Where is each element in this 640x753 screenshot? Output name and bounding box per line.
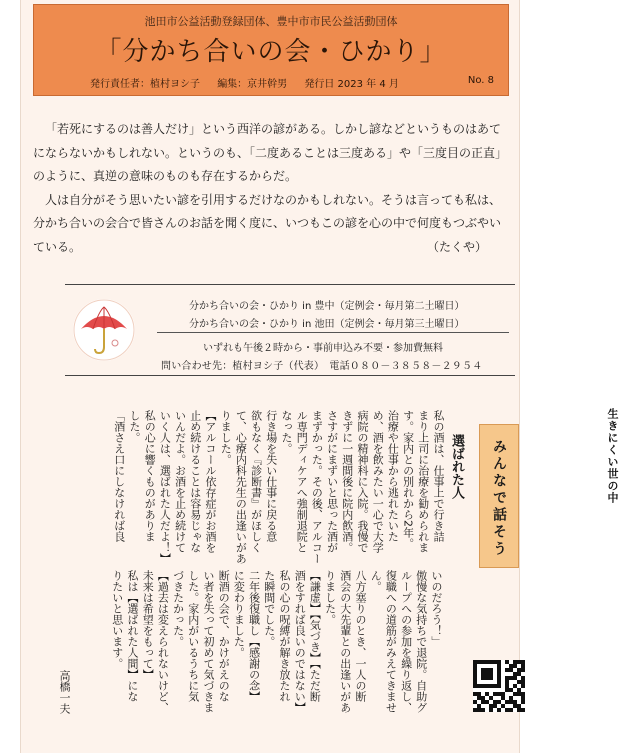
divider xyxy=(157,332,509,333)
qr-module xyxy=(509,700,513,704)
qr-module xyxy=(489,684,493,688)
editor: 編集：京井幹男 xyxy=(217,79,288,90)
qr-module xyxy=(493,692,497,696)
qr-module xyxy=(489,676,493,680)
qr-module xyxy=(481,668,485,672)
meeting-info xyxy=(65,284,515,376)
qr-module xyxy=(473,668,477,672)
qr-module xyxy=(489,668,493,672)
intro-paragraph-2: 人は自分がそう思いたい諺を引用するだけなのかもしれない。そうは言っても私は、分かち合いの会合で皆さんのお話を聞く度に、いつもこの諺を心の中で何度もつぶやいている。 xyxy=(33,192,502,254)
qr-module xyxy=(521,708,525,712)
qr-module xyxy=(501,704,505,708)
story-column: まり上司に治療を勧められま xyxy=(416,410,430,553)
qr-module xyxy=(501,692,505,696)
qr-module xyxy=(473,708,477,712)
qr-module xyxy=(473,692,477,696)
publication-meta xyxy=(90,75,413,90)
story-column: 私は【選ばれた人間】にな xyxy=(126,570,139,702)
qr-module xyxy=(485,700,489,704)
story-column: め、酒を飲みたい一心で大学 xyxy=(371,410,385,553)
meeting-ikeda: 分かち合いの会・ひかり in 池田（定例会・毎月第三土曜日） xyxy=(189,319,465,330)
section-heading-box xyxy=(479,424,519,568)
qr-module xyxy=(505,684,509,688)
sidebar-title: 生きにくい世の中 xyxy=(606,408,619,504)
qr-module xyxy=(473,664,477,668)
qr-module xyxy=(509,676,513,680)
qr-code-icon xyxy=(473,660,525,712)
story-column: 「酒さえ口にしなければ良 xyxy=(112,410,126,542)
qr-module xyxy=(497,680,501,684)
qr-module xyxy=(485,692,489,696)
story-column: に変わりました。 xyxy=(232,570,246,658)
masthead xyxy=(33,4,509,96)
story-column: 【過去は変えられないけど、 xyxy=(156,570,170,713)
editor-in-chief: 発行責任者：植村ヨシ子 xyxy=(90,79,200,90)
qr-module xyxy=(505,660,509,664)
qr-module xyxy=(493,700,497,704)
qr-module xyxy=(485,684,489,688)
story-column: 酒会の大先輩との出逢いがあ xyxy=(338,570,352,713)
qr-module xyxy=(509,696,513,700)
qr-module xyxy=(481,696,485,700)
qr-module xyxy=(513,676,517,680)
qr-module xyxy=(505,688,509,692)
qr-module xyxy=(501,696,505,700)
meeting-toyonaka: 分かち合いの会・ひかり in 豊中（定例会・毎月第二土曜日） xyxy=(189,301,465,312)
newsletter-title: 「分かち合いの会・ひかり」 xyxy=(95,37,447,67)
issue-date: 発行日 2023 年 4 月 xyxy=(304,79,399,90)
qr-module xyxy=(517,692,521,696)
qr-module xyxy=(521,664,525,668)
intro-signature: （たくや） xyxy=(426,239,487,254)
qr-module xyxy=(497,700,501,704)
qr-module xyxy=(473,676,477,680)
qr-module xyxy=(477,696,481,700)
qr-module xyxy=(489,696,493,700)
story-column: りました。 xyxy=(219,410,233,465)
qr-module xyxy=(485,676,489,680)
story-column: いのだろう！」 xyxy=(430,570,443,647)
qr-module xyxy=(477,708,481,712)
qr-module xyxy=(521,660,525,664)
qr-module xyxy=(513,692,517,696)
story-column: す。家内との別れから2年。 xyxy=(401,410,415,549)
qr-module xyxy=(493,704,497,708)
qr-module xyxy=(517,708,521,712)
qr-module xyxy=(497,664,501,668)
meeting-details: いずれも午後２時から・事前申込み不要・参加費無料 xyxy=(203,343,443,354)
qr-module xyxy=(473,684,477,688)
story-column: りたいと思います。 xyxy=(110,570,124,669)
story-column: 私の心の呪縛が解き放たれ xyxy=(278,570,291,702)
newsletter-page xyxy=(20,0,520,753)
story-column: づきたかった。 xyxy=(171,570,185,647)
story-column: 【謙虚】【気づき】【ただ断 xyxy=(308,570,322,702)
qr-module xyxy=(481,676,485,680)
issue-number: No. 8 xyxy=(467,75,494,86)
story-column: ん。 xyxy=(369,570,383,592)
qr-module xyxy=(473,680,477,684)
qr-module xyxy=(521,692,525,696)
qr-module xyxy=(497,684,501,688)
qr-module xyxy=(489,708,493,712)
qr-module xyxy=(481,684,485,688)
umbrella-logo-icon xyxy=(73,299,135,361)
qr-module xyxy=(477,704,481,708)
qr-module xyxy=(517,660,521,664)
qr-module xyxy=(497,676,501,680)
qr-module xyxy=(485,672,489,676)
story-column: さすがにまずいと思った酒が xyxy=(325,410,339,553)
qr-module xyxy=(513,664,517,668)
qr-module xyxy=(517,688,521,692)
qr-module xyxy=(521,700,525,704)
qr-module xyxy=(497,660,501,664)
qr-module xyxy=(489,660,493,664)
story-column: 行き場を失い仕事に戻る意 xyxy=(264,410,278,542)
qr-module xyxy=(521,668,525,672)
qr-module xyxy=(477,660,481,664)
qr-module xyxy=(517,704,521,708)
qr-module xyxy=(509,688,513,692)
qr-module xyxy=(473,660,477,664)
qr-module xyxy=(477,684,481,688)
qr-module xyxy=(505,708,509,712)
qr-module xyxy=(509,708,513,712)
qr-module xyxy=(521,676,525,680)
contact-info: 問い合わせ先：植村ヨシ子（代表） 電話０８０－３８５８－２９５４ xyxy=(161,361,483,372)
qr-module xyxy=(505,680,509,684)
qr-module xyxy=(497,708,501,712)
story-column: 八方塞りのとき、一人の断 xyxy=(354,570,367,702)
qr-module xyxy=(513,672,517,676)
intro-essay xyxy=(33,118,507,259)
qr-module xyxy=(473,700,477,704)
story-column: 欲もなく『診断書』がほしく xyxy=(249,410,263,553)
story-column: 私の酒は、仕事上で行き詰 xyxy=(432,410,445,542)
story-column: 復職への道筋がみえてきませ xyxy=(384,570,398,713)
story-column: なった。 xyxy=(280,410,293,454)
qr-module xyxy=(497,672,501,676)
qr-module xyxy=(473,672,477,676)
section-heading: みんなで話そう xyxy=(491,439,507,558)
story-column: 二年後復職し【感謝の念】 xyxy=(247,570,261,702)
story-column: 傲慢な気持ちで退院。自助グ xyxy=(414,570,428,713)
qr-module xyxy=(493,660,497,664)
story-column: い者を失って初めて気づきま xyxy=(202,570,215,713)
story-column: いんだよ。お酒を止め続けて xyxy=(173,410,187,553)
story-column: 止め続けることは容易じゃな xyxy=(188,410,202,553)
qr-module xyxy=(521,684,525,688)
story-section xyxy=(49,398,519,748)
qr-module xyxy=(521,680,525,684)
story-title: 選ばれた人 xyxy=(449,434,464,499)
qr-module xyxy=(497,692,501,696)
qr-module xyxy=(509,664,513,668)
qr-module xyxy=(517,672,521,676)
qr-module xyxy=(521,696,525,700)
qr-module xyxy=(497,668,501,672)
story-column: 【アルコール依存症がお酒を xyxy=(204,410,217,553)
qr-module xyxy=(481,660,485,664)
qr-module xyxy=(513,660,517,664)
qr-module xyxy=(477,692,481,696)
story-column: 治療や仕事から逃れたいた xyxy=(386,410,400,542)
qr-module xyxy=(481,700,485,704)
organization-line: 池田市公益活動登録団体、豊中市市民公益活動団体 xyxy=(144,15,398,28)
story-column: 私の心に響くものがありま xyxy=(143,410,157,542)
story-column: きずに一週間後に院内飲酒。 xyxy=(340,410,354,553)
qr-module xyxy=(513,704,517,708)
qr-module xyxy=(513,700,517,704)
story-column: した。家内がいるうちに気 xyxy=(186,570,200,702)
story-column: 断酒の会で、かけがえのな xyxy=(217,570,231,702)
story-column: まずかった。その後、アルコー xyxy=(310,410,324,564)
story-column: た瞬間でした。 xyxy=(262,570,276,647)
intro-paragraph-1: 「若死にするのは善人だけ」という西洋の諺がある。しかし諺などというものはあてにならないかもしれない。というのも、「二度あることは三度ある」や「三度目の正直」のように、真逆の意味のものも存在するからだ。 xyxy=(33,122,508,183)
story-column: 病院の精神科に入院。我慢で xyxy=(356,410,369,553)
story-column: ル専門ディケアへ強制退院と xyxy=(295,410,309,553)
story-column: 未来は希望をもって】 xyxy=(141,570,155,680)
qr-module xyxy=(509,668,513,672)
qr-module xyxy=(485,668,489,672)
qr-module xyxy=(517,680,521,684)
qr-module xyxy=(489,672,493,676)
qr-module xyxy=(485,660,489,664)
qr-module xyxy=(505,668,509,672)
qr-module xyxy=(505,700,509,704)
qr-module xyxy=(493,684,497,688)
story-column: ループへの参加を繰り返し、 xyxy=(399,570,413,713)
story-column: いく人は、選ばれた人だよ！】 xyxy=(158,410,172,564)
qr-module xyxy=(489,704,493,708)
qr-module xyxy=(513,684,517,688)
qr-module xyxy=(517,668,521,672)
story-column: て、心療内科先生の出逢いがあ xyxy=(234,410,248,564)
qr-module xyxy=(505,676,509,680)
qr-module xyxy=(481,672,485,676)
story-column: 酒をすれば良いのではない】 xyxy=(293,570,307,713)
qr-module xyxy=(481,708,485,712)
story-column: りました。 xyxy=(323,570,337,625)
story-author: 高橋一夫 xyxy=(58,670,71,714)
story-column: した。 xyxy=(128,410,141,443)
